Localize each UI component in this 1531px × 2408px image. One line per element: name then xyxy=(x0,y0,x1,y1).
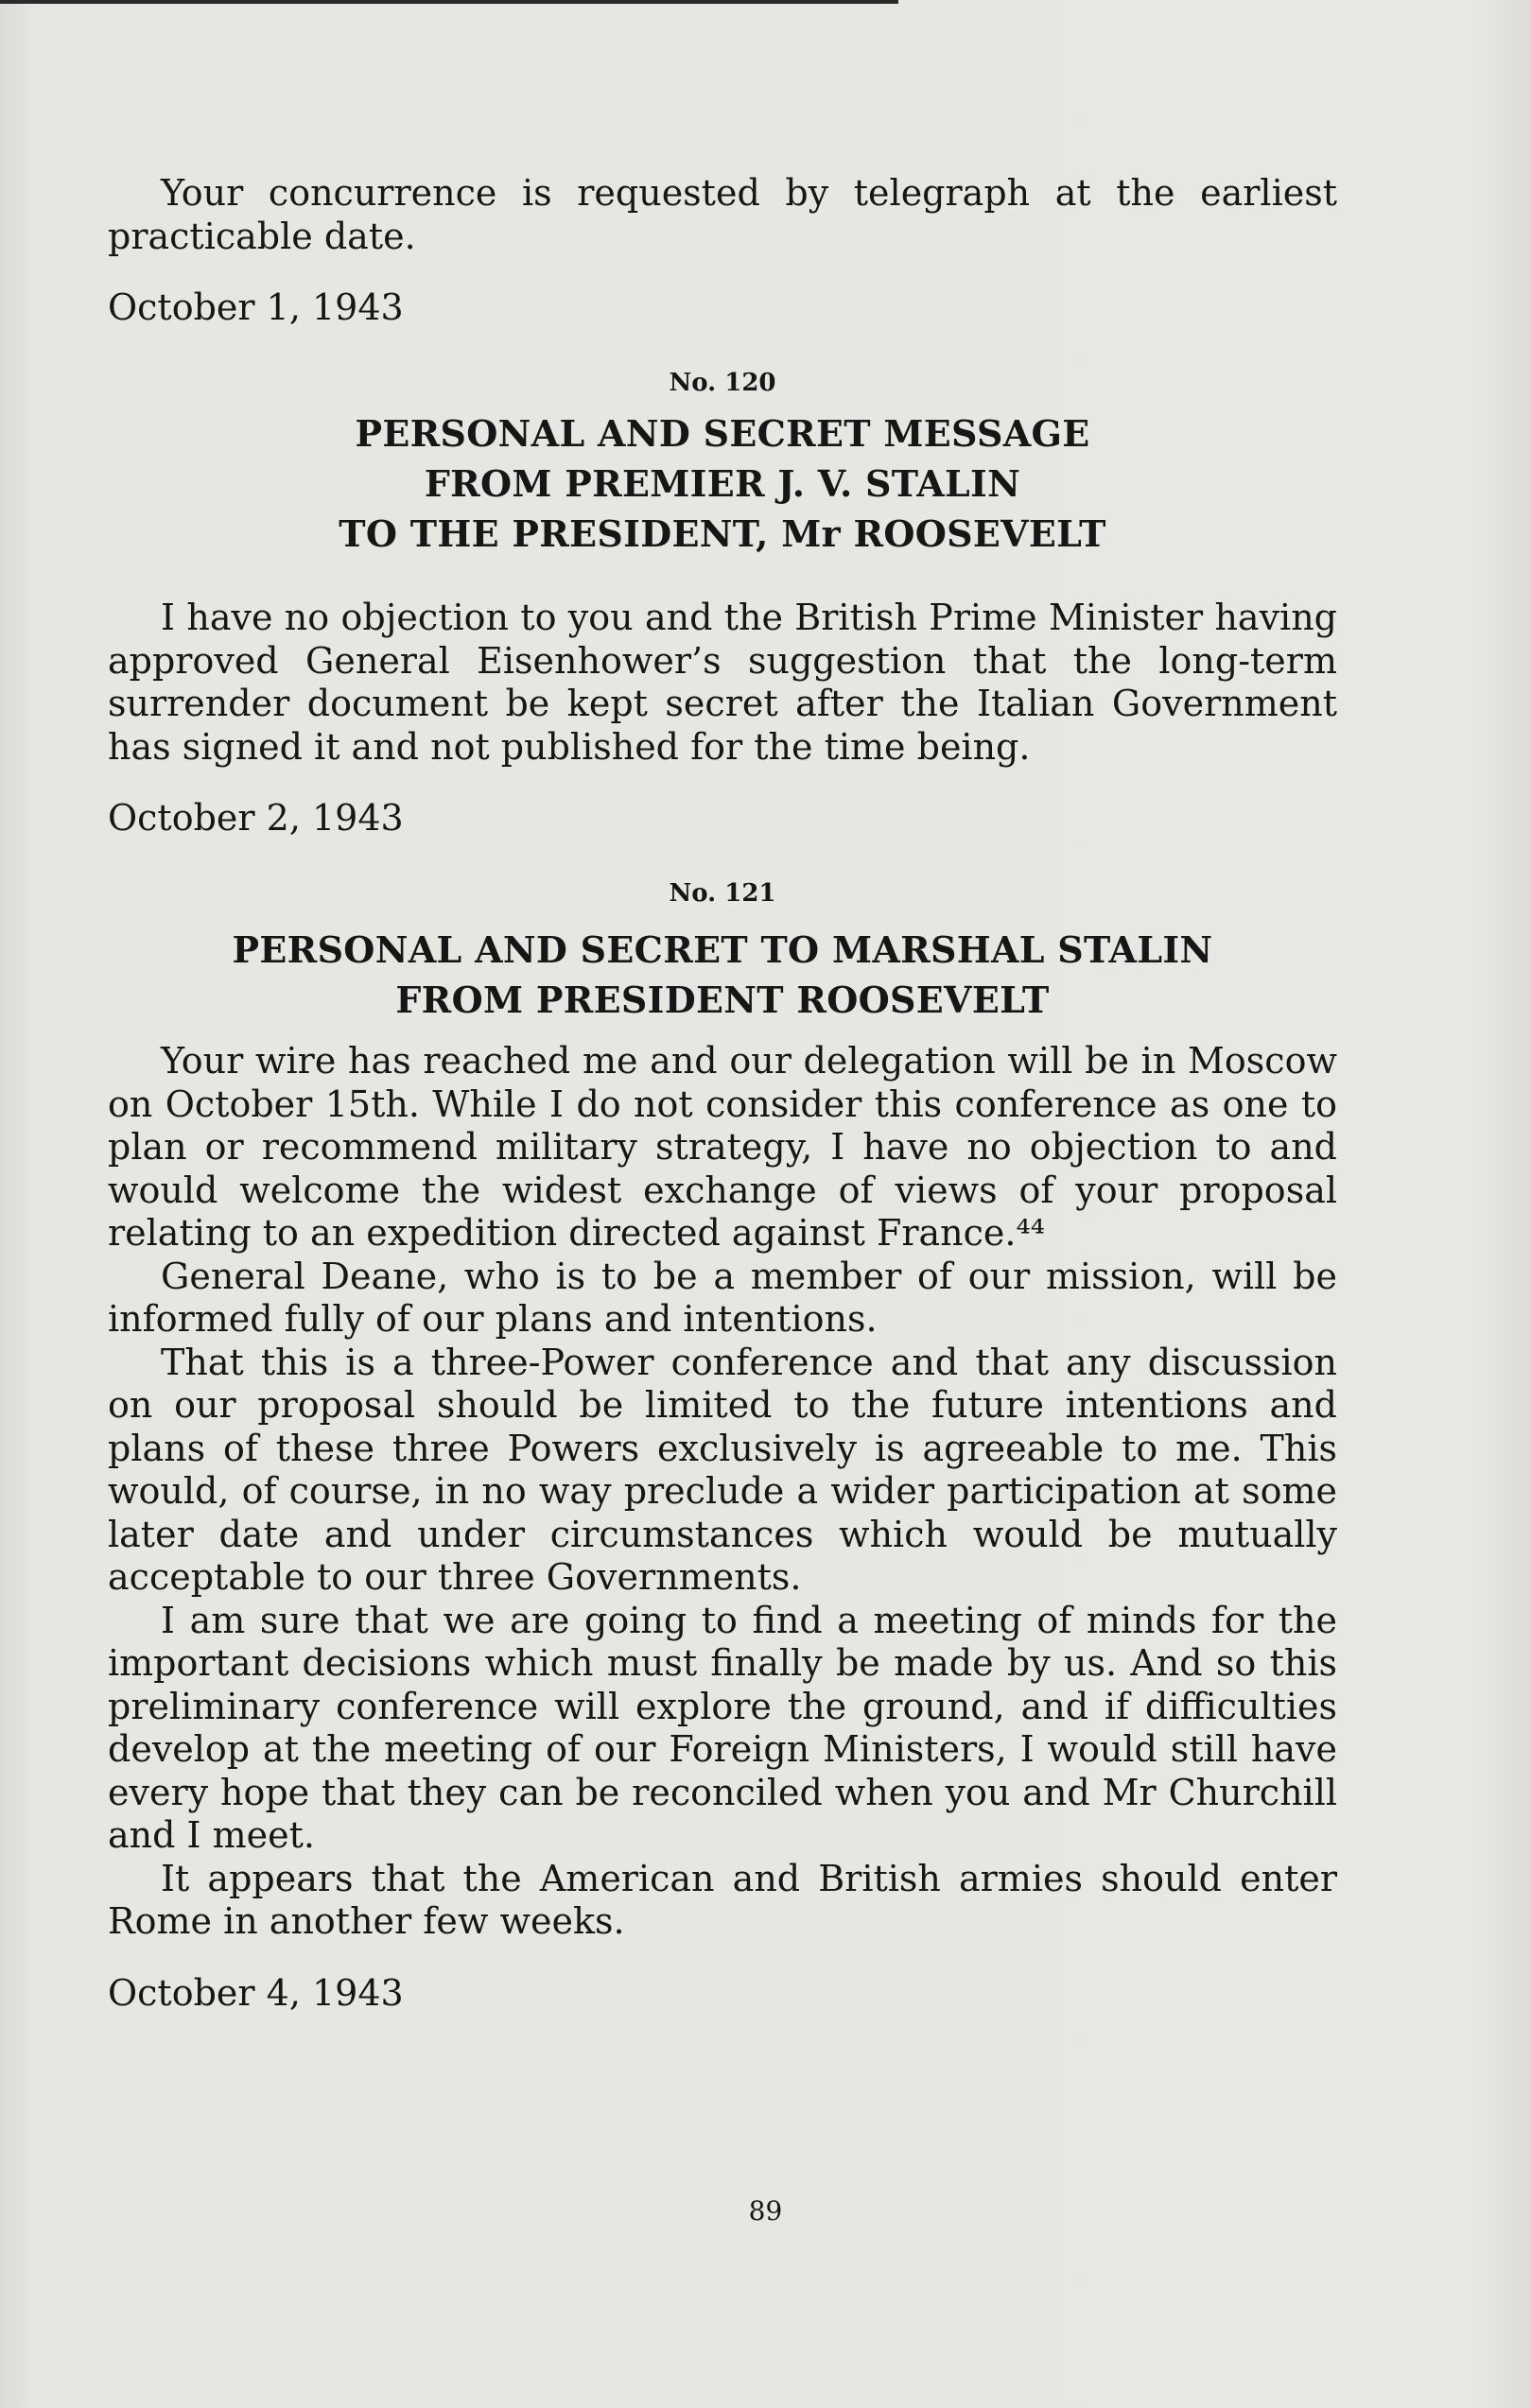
intro-date: October 1, 1943 xyxy=(108,286,404,328)
document-121-paragraph: General Deane, who is to be a member of our mission, will be informed fully of our plans and intentions. xyxy=(108,1255,1337,1340)
document-121-paragraph: Your wire has reached me and our delegation will be in Moscow on October 15th. While I do not consider this conference as one to plan or recommend military strategy, I have no objection to and would welcome the widest exchange of views of your proposal relating to an expedition directed against France.⁴⁴ xyxy=(108,1040,1337,1254)
intro-paragraph: Your concurrence is requested by telegraph at the earliest practicable date. xyxy=(108,172,1337,257)
document-120-date: October 2, 1943 xyxy=(108,797,404,839)
document-120-heading-line: FROM PREMIER J. V. STALIN xyxy=(424,462,1021,505)
document-120-number: No. 120 xyxy=(669,369,776,397)
document-121-number: No. 121 xyxy=(669,879,776,908)
document-121-paragraph: It appears that the American and British armies should enter Rome in another few weeks. xyxy=(108,1857,1337,1942)
document-121-paragraph: That this is a three-Power conference and that any discussion on our proposal should be limited to the future intentions and plans of these three Powers exclusively is agreeable to me. This would, of course, in no way preclude a wider participation at some later date and under circumstances which would be mutually acceptable to our three Governments. xyxy=(108,1341,1337,1598)
document-121-heading-line: FROM PRESIDENT ROOSEVELT xyxy=(395,979,1050,1021)
document-120-heading-line: TO THE PRESIDENT, Mr ROOSEVELT xyxy=(339,512,1106,555)
document-121-date: October 4, 1943 xyxy=(108,1971,404,2014)
document-120-heading-line: PERSONAL AND SECRET MESSAGE xyxy=(355,412,1090,455)
page-number: 89 xyxy=(748,2195,783,2226)
document-121-heading-line: PERSONAL AND SECRET TO MARSHAL STALIN xyxy=(232,928,1213,971)
page-content xyxy=(108,172,1337,2015)
document-120-paragraph: I have no objection to you and the British Prime Minister having approved General Eisenhower’s suggestion that the long-term surrender document be kept secret after the Italian Government has signed it and not published for the time being. xyxy=(108,597,1337,768)
top-edge-rule xyxy=(0,0,898,4)
document-121-paragraph: I am sure that we are going to find a meeting of minds for the important decisions which must finally be made by us. And so this preliminary conference will explore the ground, and if difficulties develop at the meeting of our Foreign Ministers, I would still have every hope that they can be reconciled when you and Mr Churchill and I meet. xyxy=(108,1599,1337,1856)
